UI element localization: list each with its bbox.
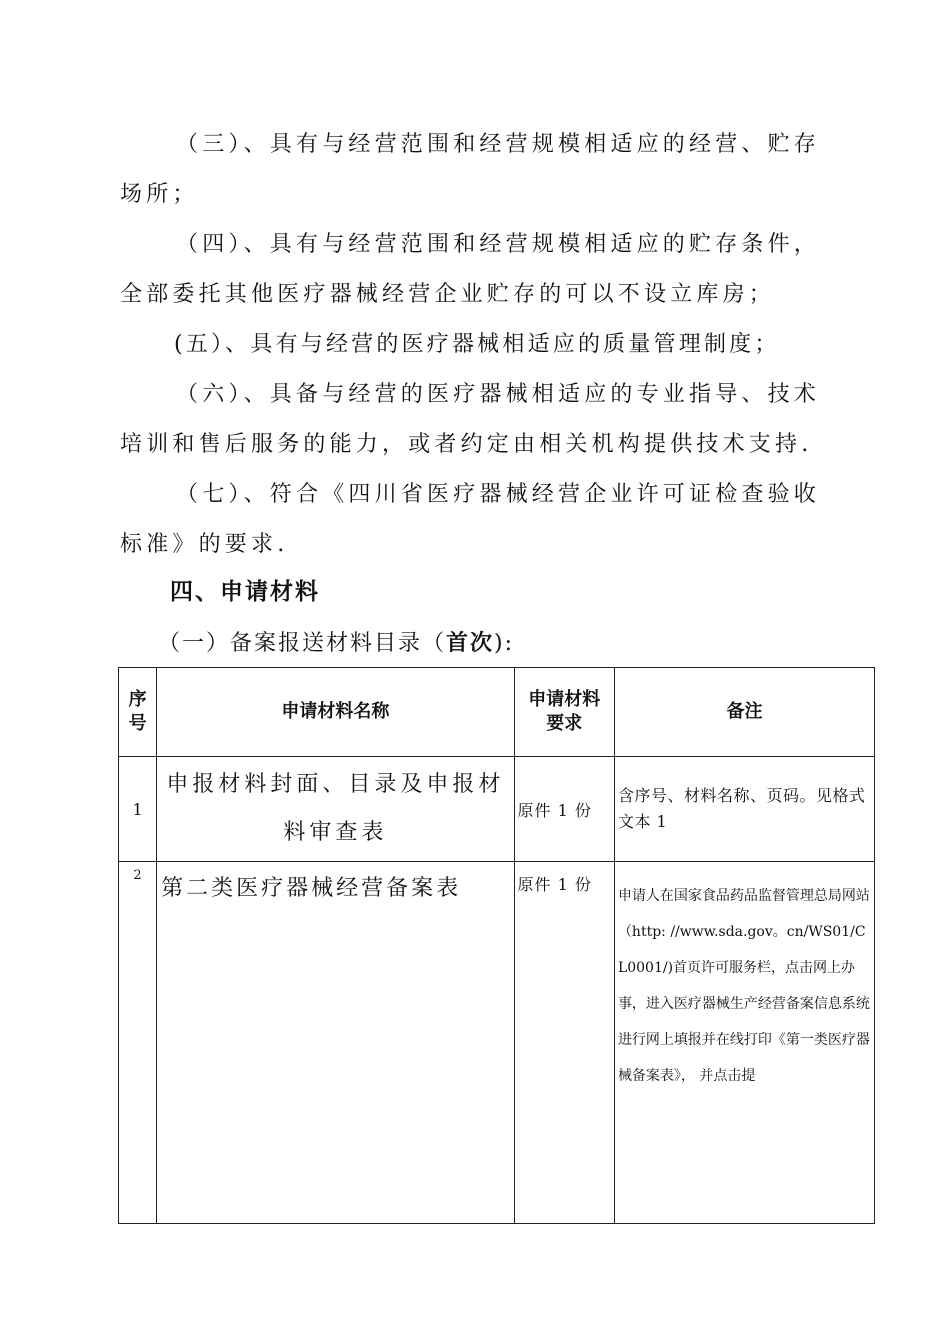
- header-requirement: 申请材料要求: [514, 668, 614, 757]
- table-row: [119, 862, 875, 1224]
- row-requirement: 原件 1 份: [514, 757, 614, 862]
- subheading-bold: 首次: [446, 631, 495, 656]
- section-heading: 四、申请材料: [170, 579, 320, 605]
- row-seq: 1: [119, 757, 157, 862]
- table-row: [119, 757, 875, 862]
- row-requirement: 原件 1 份: [514, 862, 614, 1224]
- subheading: [158, 622, 514, 666]
- header-name: 申请材料名称: [157, 668, 514, 757]
- row-note: 申请人在国家食品药品监督管理总局网站（http: //www.sda.gov。cn/WS01/CL0001/)首页许可服务栏，点击网上办事，进入医疗器械生产经营备案信息系统进行网上填报并在线打印《第一类医疗器械备案表》， 并点击提: [614, 862, 874, 1224]
- subheading-suffix: ):: [494, 631, 515, 656]
- materials-table: [118, 667, 875, 1224]
- paragraph-4: （四）、具有与经营范围和经营规模相适应的贮存条件，全部委托其他医疗器械经营企业贮存的可以不设立库房；: [120, 232, 821, 307]
- paragraph-6: （六）、具备与经营的医疗器械相适应的专业指导、技术培训和售后服务的能力，或者约定由相关机构提供技术支持.: [120, 382, 821, 457]
- subheading-prefix: （一）备案报送材料目录（: [158, 631, 447, 656]
- row-note: 含序号、材料名称、页码。见格式文本 1: [614, 757, 874, 862]
- header-note: 备注: [614, 668, 874, 757]
- row-seq: 2: [119, 862, 157, 1224]
- row-name: 第二类医疗器械经营备案表: [157, 862, 514, 1224]
- paragraph-3: （三）、具有与经营范围和经营规模相适应的经营、贮存场所；: [120, 132, 821, 207]
- row-name: 申报材料封面、目录及申报材料审查表: [157, 757, 514, 862]
- header-seq: 序号: [119, 668, 157, 757]
- paragraph-5: (五）、具有与经营的医疗器械相适应的质量管理制度；: [174, 332, 780, 357]
- table-header-row: [119, 668, 875, 757]
- paragraph-7: （七）、符合《四川省医疗器械经营企业许可证检查验收标准》的要求.: [120, 482, 821, 557]
